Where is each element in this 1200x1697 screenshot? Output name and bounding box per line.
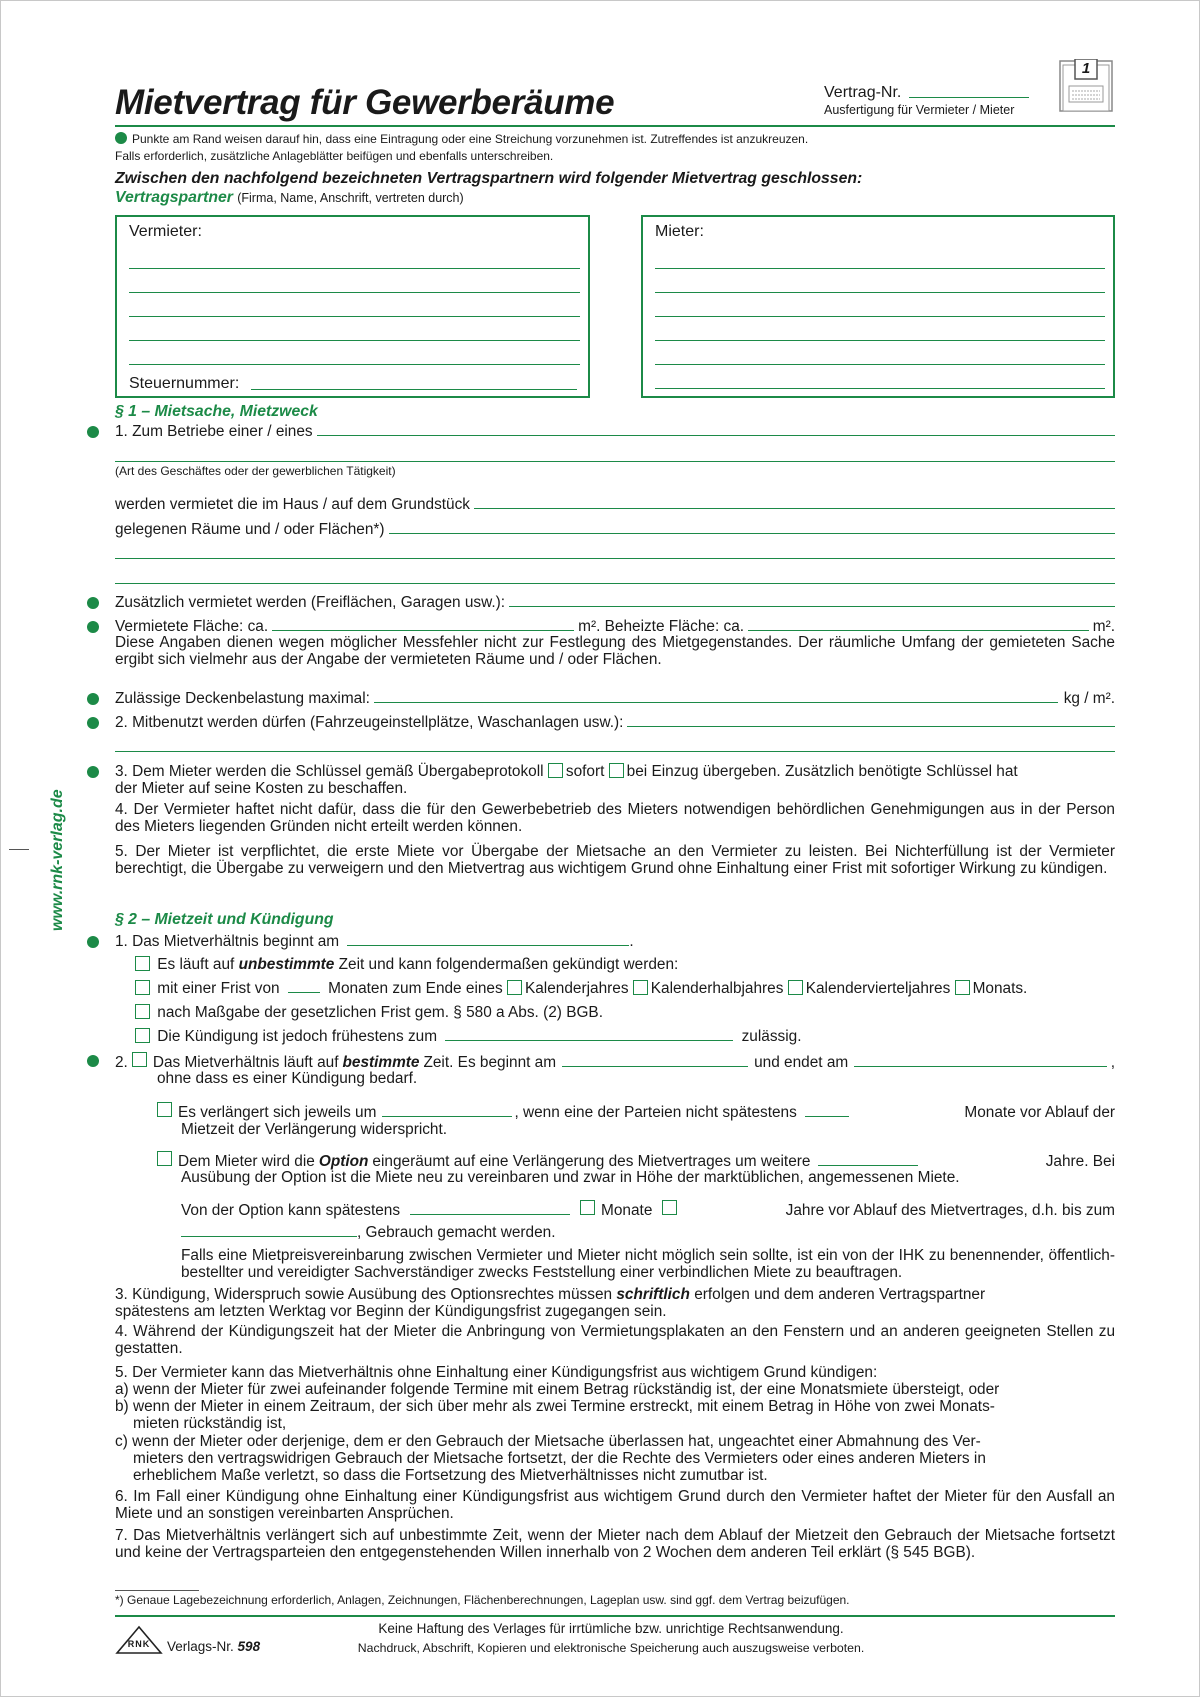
beginnt-label: 1. Das Mietverhältnis beginnt am [115,933,340,950]
m2-label: m². [1092,618,1115,635]
fruehestens-label: Die Kündigung ist jedoch frühestens zum [157,1028,438,1045]
rnk-logo-text: RNK [127,1639,151,1649]
raeume-field[interactable] [389,533,1115,534]
margin-dot [87,693,99,705]
s2-para-3-a: 3. Kündigung, Widerspruch sowie Ausübung des Optionsrechtes müssen [115,1286,613,1303]
s2-verl-2 [157,1151,1115,1171]
intro-lead: Zwischen den nachfolgend bezeichneten Vertragspartnern wird folgender Mietvertrag geschlossen: [115,170,863,187]
partner-heading: Vertragspartner [115,189,233,206]
section-1-heading: § 1 – Mietsache, Mietzweck [115,403,318,420]
header-rule [115,125,1115,127]
s2-para-5c1: c) wenn der Mieter oder derjenige, dem er den Gebrauch der Mietsache überlassen hat, ungeachtet einer Abmahnung des Ver- [115,1433,981,1450]
unbestimmt-text-b: unbestimmte [238,956,335,973]
s1-line-4-text: Zusätzlich vermietet werden (Freiflächen, Garagen usw.): [115,594,506,611]
bestimmt-text-b: bestimmte [342,1054,420,1071]
deckenbelastung-label: Zulässige Deckenbelastung maximal: [115,690,370,707]
s1-line-2 [115,496,1115,514]
vertrag-nr-field[interactable] [909,97,1029,98]
verlag-nr-label: Verlags-Nr. [167,1639,234,1654]
s1-para-3 [115,763,1115,781]
vermieter-label: Vermieter: [129,223,202,240]
intro-note-2: Falls erforderlich, zusätzliche Anlageblätter beifügen und ebenfalls unterschreiben. [115,149,554,163]
frist-field[interactable] [288,992,320,993]
kalenderhalbjahr-label: Kalenderhalbjahres [650,980,784,997]
bestimmt-text-c: Zeit. Es beginnt am [423,1054,557,1071]
s1-line-3 [115,521,1115,539]
footnote-rule [115,1590,199,1591]
verlaengerung-field[interactable] [382,1116,512,1117]
s1-line-6: Diese Angaben dienen wegen möglicher Messfehler nicht zur Festlegung des Mietgegenstandes. Der räumliche Umfang der gemieteten Sache ergibt sich vielmehr aus der Angabe der vermieteten Räume und / oder Flächen. [115,634,1115,668]
mieter-label: Mieter: [655,223,704,240]
unbestimmt-text-a: Es läuft auf [157,956,235,973]
option-text-c: eingeräumt auf eine Verlängerung des Mietvertrages um weitere [372,1153,811,1170]
footnote: *) Genaue Lagebezeichnung erforderlich, Anlagen, Zeichnungen, Flächenberechnungen, Lageplan usw. sind ggf. dem Vertrag beizufügen. [115,1593,850,1607]
s2-para-6: 6. Im Fall einer Kündigung ohne Einhaltung einer Kündigungsfrist aus wichtigem Grund durch den Vermieter haftet der Mieter für den Ausfall an Miete und an sonstigen vereinbarten Ansprüchen. [115,1488,1115,1522]
s1-line-1-text: 1. Zum Betriebe einer / eines [115,423,313,440]
option-text-d: Jahre. Bei [1045,1153,1115,1170]
margin-dot [115,132,127,144]
margin-dot [87,936,99,948]
margin-dot [87,1055,99,1067]
margin-dot [87,597,99,609]
option-jahre-label: Jahre vor Ablauf des Mietvertrages, d.h. bis zum [785,1202,1115,1219]
kalenderjahr-label: Kalenderjahres [524,980,629,997]
sidebar-url: www.rnk-verlag.de [49,789,66,931]
zulaessig-label: zulässig. [741,1028,802,1045]
kg-m2-label: kg / m². [1063,690,1115,707]
s1-para-3b: der Mieter auf seine Kosten zu beschaffen. [115,780,408,797]
s2-num-2: 2. [115,1054,128,1071]
s2-para-3d: spätestens am letzten Werktag vor Beginn der Kündigungsfrist zugegangen sein. [115,1303,667,1320]
zusaetzlich-field[interactable] [509,606,1115,607]
page-number: 1 [1081,60,1091,77]
monats-checkbox[interactable] [955,980,970,995]
s2-para-3 [115,1286,985,1304]
s2-verl-2b: Ausübung der Option ist die Miete neu zu vereinbaren und zwar in Höhe der marktüblichen, angemessenen Miete. [181,1169,960,1186]
verlag-nr-value: 598 [237,1639,261,1654]
raeume-field-2[interactable] [115,558,1115,559]
s1-line-8 [115,714,1115,732]
vertrag-nr-label: Vertrag-Nr. [824,84,902,101]
s2-verl-4: Falls eine Mietpreisvereinbarung zwischen Vermieter und Mieter nicht möglich sein sollte, ist ein von der IHK zu benennender, öffentlich-bestellter und vereidigter Sachverständiger zwecks Feststellung einer verbindlichen Miete zu beauftragen. [181,1247,1115,1281]
geschaeft-field[interactable] [317,435,1115,436]
s1-para-4: 4. Der Vermieter haftet nicht dafür, dass die für den Gewerbebetrieb des Mieters notwendigen behördlichen Genehmigungen aus in der Person des Mieters liegenden Gründen nicht erteilt werden können. [115,801,1115,835]
intro-note-1: Punkte am Rand weisen darauf hin, dass eine Eintragung oder eine Streichung vorzunehmen ist. Zutreffendes ist anzukreuzen. [132,132,809,146]
s1-line-1-sub: (Art des Geschäftes oder der gewerblichen Tätigkeit) [115,464,396,478]
frist-checkbox[interactable] [135,980,150,995]
s2-opt-2 [135,980,1027,998]
comma: , [1110,1054,1115,1071]
fruehestens-field[interactable] [445,1040,733,1041]
s1-para-3-text: 3. Dem Mieter werden die Schlüssel gemäß Übergabeprotokoll [115,763,544,780]
s1-para-5: 5. Der Mieter ist verpflichtet, die erste Miete vor Übergabe der Mietsache an den Vermieter zu leisten. Bei Nichterfüllung ist der Vermieter berechtigt, die Übergabe zu verweigern und den Mietvertrag aus wichtigem Grund ohne Einhaltung einer Frist mit sofortiger Wirkung zu kündigen. [115,843,1115,877]
steuernummer-label: Steuernummer: [129,375,240,392]
s2-line-2 [115,1052,1115,1072]
s2-para-4: 4. Während der Kündigungszeit hat der Mieter die Anbringung von Vermietungsplakaten an den Fenstern und an anderen geeigneten Stellen zu gestatten. [115,1323,1115,1357]
frist-text: mit einer Frist von [157,980,280,997]
s2-para-5b2: mieten rückständig ist, [133,1415,287,1432]
option-datum-field[interactable] [181,1236,357,1237]
partner-heading-row [115,189,464,207]
option-spaetestens-field[interactable] [410,1214,570,1215]
deckenbelastung-field[interactable] [374,702,1058,703]
endet-label: und endet am [754,1054,849,1071]
verlaengerung-text-a: Es verlängert sich jeweils um [178,1104,377,1121]
s1-line-1 [115,423,1115,441]
s1-line-2-text: werden vermietet die im Haus / auf dem Grundstück [115,496,470,513]
bestimmt-text-a: Das Mietverhältnis läuft auf [152,1054,339,1071]
margin-dot [87,766,99,778]
s1-line-7 [115,690,1115,708]
bei-einzug-checkbox[interactable] [609,763,624,778]
option-text-a: Dem Mieter wird die [178,1153,315,1170]
s2-para-3-b: schriftlich [616,1286,690,1303]
s2-para-5c2: mieters den vertragswidrigen Gebrauch der Mietsache fortsetzt, der die Rechte des Vermieters oder eines anderen Mieters in [133,1450,986,1467]
margin-dot [87,426,99,438]
kalendervierteljahr-label: Kalendervierteljahres [805,980,951,997]
section-2-heading: § 2 – Mietzeit und Kündigung [115,911,334,928]
gesetzlich-checkbox[interactable] [135,1004,150,1019]
kalenderjahr-checkbox[interactable] [507,980,522,995]
document-stack-icon [1057,59,1115,115]
ausfertigung-label: Ausfertigung für Vermieter / Mieter [824,103,1015,117]
fruehestens-checkbox[interactable] [135,1028,150,1043]
monats-label: Monats. [972,980,1028,997]
verlaengerung-text-b: , wenn eine der Parteien nicht spätestens [514,1104,797,1121]
nachdruck-text: Nachdruck, Abschrift, Kopieren und elektronische Speicherung auch auszugsweise verboten. [357,1641,865,1655]
option-monate-checkbox[interactable] [580,1200,595,1215]
sofort-label: sofort [565,763,605,780]
geschaeft-field-2[interactable] [115,461,1115,462]
kalendervierteljahr-checkbox[interactable] [788,980,803,995]
bei-einzug-label: bei Einzug übergeben. Zusätzlich benötigte Schlüssel hat [626,763,1018,780]
mitbenutzt-label: 2. Mitbenutzt werden dürfen (Fahrzeugeinstellplätze, Waschanlagen usw.): [115,714,624,731]
option-jahre-field[interactable] [818,1165,918,1166]
s2-para-3-c: erfolgen und dem anderen Vertragspartner [694,1286,986,1303]
option-text-b: Option [318,1153,369,1170]
mitbenutzt-field[interactable] [627,726,1115,727]
partner-subheading: (Firma, Name, Anschrift, vertreten durch) [237,191,464,205]
s2-verl-1 [157,1102,1115,1122]
haftung-text: Keine Haftung des Verlages für irrtümliche bzw. unrichtige Rechtsanwendung. [378,1621,844,1636]
steuernummer-field[interactable] [251,389,577,390]
s2-opt-4 [135,1028,802,1046]
bestimmt-beginn-field[interactable] [562,1066,748,1067]
s2-para-5: 5. Der Vermieter kann das Mietverhältnis ohne Einhaltung einer Kündigungsfrist aus wichtigem Grund kündigen: [115,1364,878,1381]
verlag-nr-row [167,1639,260,1655]
verlaengerung-monate-field[interactable] [805,1116,849,1117]
beginnt-field[interactable] [347,945,629,946]
footer-rule [115,1615,1115,1617]
raeume-field-3[interactable] [115,583,1115,584]
mieter-box[interactable] [641,215,1115,398]
s2-line-1: 1. Das Mietverhältnis beginnt am . [115,933,634,950]
s2-para-5b1: b) wenn der Mieter in einem Zeitraum, der sich über mehr als zwei Termine erstreckt, mit einem Betrag in Höhe von zwei Monats- [115,1398,995,1415]
s2-verl-3b [181,1224,555,1242]
verlaengerung-text-c: Monate vor Ablauf der [964,1104,1115,1121]
option-checkbox[interactable] [157,1151,172,1166]
beheizt-label: m². Beheizte Fläche: ca. [578,618,745,635]
option-monate-label: Monate [601,1202,653,1219]
s2-para-7: 7. Das Mietverhältnis verlängert sich auf unbestimmte Zeit, wenn der Mieter nach dem Ablauf der Mietzeit den Gebrauch der Mietsache fortsetzt und keine der Vertragsparteien den entgegenstehenden Willen innerhalb von 2 Wochen dem anderen Teil erklärt (§ 545 BGB). [115,1527,1115,1561]
sofort-checkbox[interactable] [548,763,563,778]
s2-para-5c3: erheblichem Maße verletzt, so dass die Fortsetzung des Mietverhältnisses nicht zumutbar ist. [133,1467,768,1484]
flaeche-label: Vermietete Fläche: ca. [115,618,269,635]
grundstueck-field[interactable] [474,508,1115,509]
option-jahre-checkbox[interactable] [662,1200,677,1215]
kalenderhalbjahr-checkbox[interactable] [633,980,648,995]
s2-opt-3 [135,1004,603,1022]
s1-line-3-text: gelegenen Räume und / oder Flächen*) [115,521,385,538]
s2-line-2b: ohne dass es einer Kündigung bedarf. [157,1070,418,1087]
bestimmt-ende-field[interactable] [854,1066,1107,1067]
unbestimmt-text-c: Zeit und kann folgendermaßen gekündigt werden: [338,956,679,973]
margin-dot [87,621,99,633]
gebrauch-label: , Gebrauch gemacht werden. [357,1224,556,1241]
margin-dot [87,717,99,729]
flaeche-field[interactable] [272,630,574,631]
fold-mark [9,849,29,850]
monate-text: Monaten zum Ende eines [328,980,503,997]
unbestimmt-checkbox[interactable] [135,956,150,971]
page-title: Mietvertrag für Gewerberäume [115,83,615,122]
bestimmt-checkbox[interactable] [132,1052,147,1067]
beheizt-field[interactable] [748,630,1089,631]
s2-opt-1 [135,956,678,974]
s2-para-5a: a) wenn der Mieter für zwei aufeinander folgende Termine mit einem Betrag rückständig ist, der eine Monatsmiete übersteigt, oder [115,1381,1000,1398]
gesetzlich-label: nach Maßgabe der gesetzlichen Frist gem. § 580 a Abs. (2) BGB. [157,1004,603,1021]
verlaengerung-checkbox[interactable] [157,1102,172,1117]
s1-line-4 [115,594,1115,612]
s2-verl-1b: Mietzeit der Verlängerung widerspricht. [181,1121,448,1138]
s2-verl-3 [181,1200,1115,1220]
vermieter-box[interactable] [115,215,590,398]
option-spaetestens-label: Von der Option kann spätestens [181,1202,401,1219]
mitbenutzt-field-2[interactable] [115,751,1115,752]
